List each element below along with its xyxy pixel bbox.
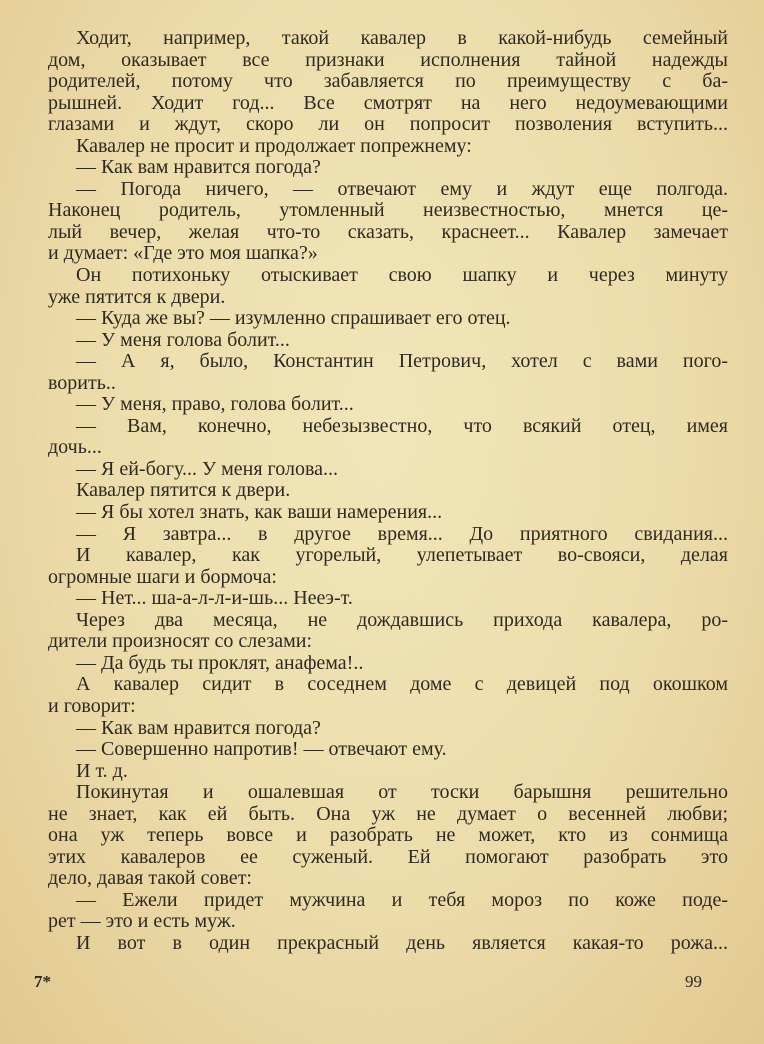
text-line: И кавалер, как угорелый, улепетывает во-свояси, делая — [76, 545, 728, 567]
text-line: — Ежели придет мужчина и тебя мороз по коже поде- — [76, 889, 728, 911]
text-line: — У меня, право, голова болит... — [76, 393, 354, 416]
text-line: Через два месяца, не дождавшись прихода кавалера, ро- — [76, 609, 728, 631]
text-line: — Вам, конечно, небезызвестно, что всякий отец, имея — [76, 415, 728, 437]
text-line: огромные шаги и бормоча: — [48, 565, 277, 588]
text-line: Покинутая и ошалевшая от тоски барышня решительно — [76, 782, 728, 804]
text-line: не знает, как ей быть. Она уж не думает о весенней любви; — [48, 803, 728, 825]
text-line: рышней. Ходит год... Все смотрят на него недоумевающими — [48, 92, 728, 114]
text-line: дители произносят со слезами: — [48, 630, 313, 653]
text-line: Он потихоньку отыскивает свою шапку и через минуту — [76, 265, 728, 287]
page-number: 99 — [685, 972, 702, 991]
text-line: и говорит: — [48, 694, 136, 717]
text-line: — Совершенно напротив! — отвечают ему. — [76, 738, 447, 761]
text-line: Кавалер не просит и продолжает попрежнему: — [76, 134, 472, 157]
text-line: дом, оказывает все признаки исполнения тайной надежды — [48, 49, 728, 71]
text-line: — Как вам нравится погода? — [76, 716, 321, 739]
text-line: — Я завтра... в другое время... До приятного свидания... — [76, 523, 728, 545]
text-line: она уж теперь вовсе и разобрать не может, кто из сонмища — [48, 825, 728, 847]
text-line: лый вечер, желая что-то сказать, краснеет... Кавалер замечает — [48, 221, 728, 243]
text-line: — Нет... ша-а-л-л-и-шь... Нееэ-т. — [76, 587, 353, 610]
text-line: — Куда же вы? — изумленно спрашивает его отец. — [76, 307, 511, 330]
text-line: Кавалер пятится к двери. — [76, 479, 291, 502]
text-line: — Я бы хотел знать, как ваши намерения... — [76, 501, 443, 524]
signature-mark: 7* — [34, 972, 51, 991]
text-line: глазами и ждут, скоро ли он попросит позволения вступить... — [48, 114, 728, 136]
text-line: уже пятится к двери. — [48, 285, 226, 308]
text-line: дочь... — [48, 436, 102, 459]
text-line: — Погода ничего, — отвечают ему и ждут еще полгода. — [76, 178, 728, 200]
text-line: рет — это и есть муж. — [48, 910, 236, 933]
text-line: — Я ей-богу... У меня голова... — [76, 457, 339, 480]
page-body-text — [48, 28, 728, 955]
text-line: Наконец родитель, утомленный неизвестностью, мнется це- — [48, 200, 728, 222]
text-line: Ходит, например, такой кавалер в какой-нибудь семейный — [76, 28, 728, 49]
text-line: дело, давая такой совет: — [48, 867, 252, 890]
text-line: ворить.. — [48, 371, 116, 394]
text-line: — Как вам нравится погода? — [76, 156, 321, 179]
text-line: — А я, было, Константин Петрович, хотел с вами пого- — [76, 351, 728, 373]
text-line: — У меня голова болит... — [76, 328, 290, 351]
text-line: и думает: «Где это моя шапка?» — [48, 242, 318, 265]
text-line: — Да будь ты проклят, анафема!.. — [76, 651, 364, 674]
text-line: И т. д. — [76, 759, 128, 782]
text-line: этих кавалеров ее суженый. Ей помогают разобрать это — [48, 846, 728, 868]
text-line: родителей, потому что забавляется по преимуществу с ба- — [48, 71, 728, 93]
text-line: И вот в один прекрасный день является какая-то рожа... — [76, 932, 728, 954]
text-line: А кавалер сидит в соседнем доме с девицей под окошком — [76, 674, 728, 696]
